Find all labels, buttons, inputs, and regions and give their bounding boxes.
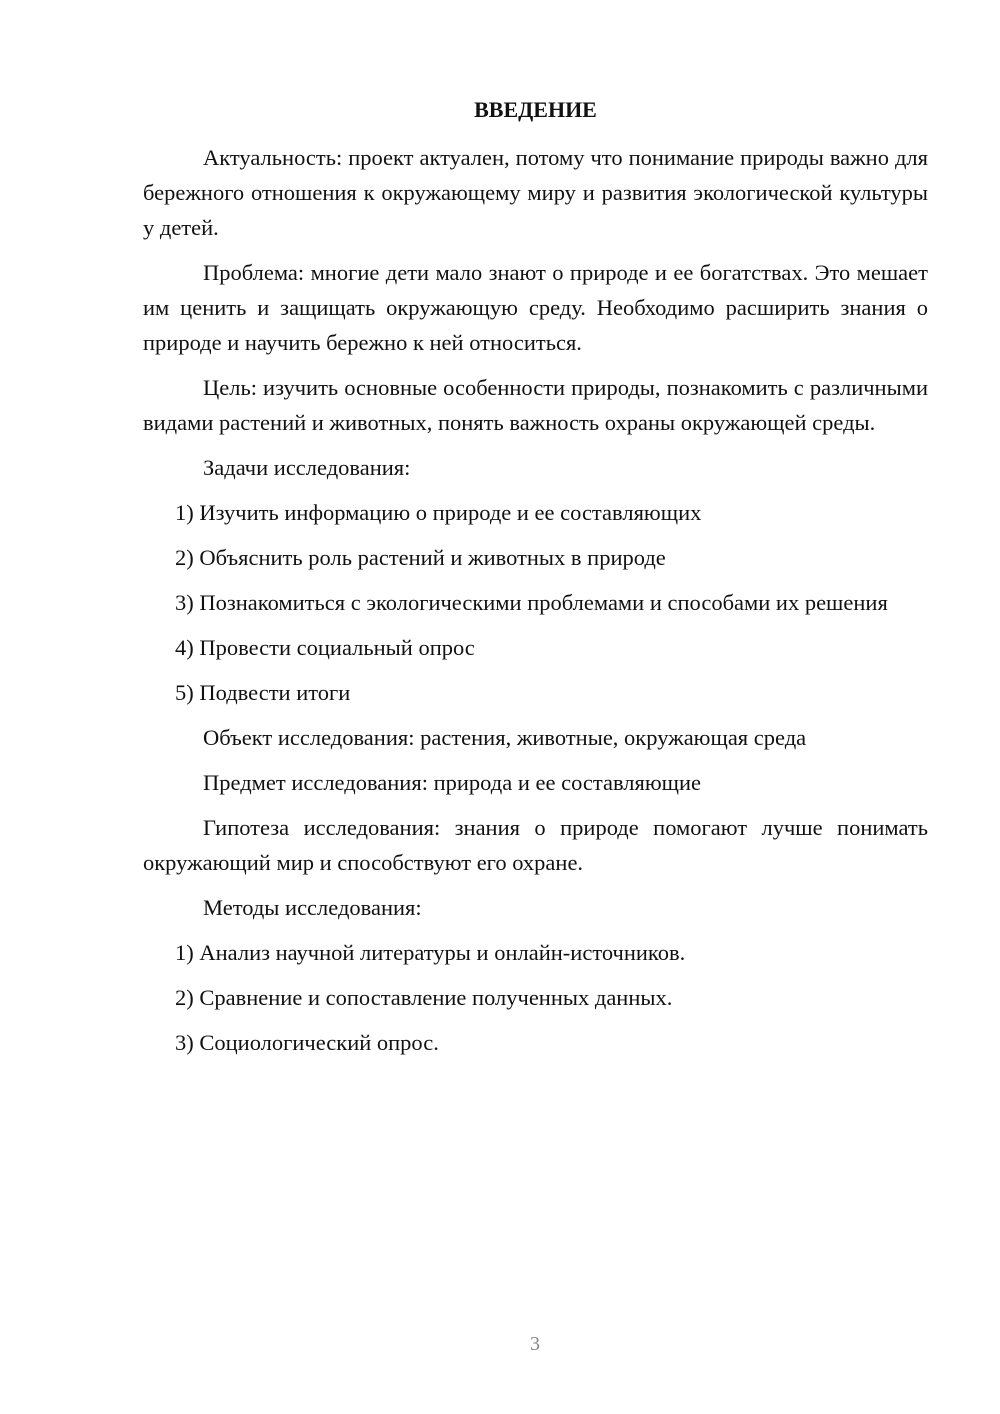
task-item: 2) Объяснить роль растений и животных в природе: [175, 545, 666, 570]
task-item: 4) Провести социальный опрос: [175, 635, 475, 660]
method-item: 2) Сравнение и сопоставление полученных данных.: [175, 985, 673, 1010]
method-item: 1) Анализ научной литературы и онлайн-источников.: [175, 940, 686, 965]
object-paragraph: Объект исследования: растения, животные, окружающая среда: [203, 725, 807, 750]
problem-paragraph: Проблема: многие дети мало знают о природе и ее богатствах. Это мешает им ценить и защищать окружающую среду. Необходимо расширить знания о природе и научить бережно к ней относиться.: [143, 260, 928, 355]
task-item: 5) Подвести итоги: [175, 680, 351, 705]
methods-heading: Методы исследования:: [203, 895, 422, 920]
page-title: ВВЕДЕНИЕ: [474, 97, 597, 122]
task-item: 3) Познакомиться с экологическими проблемами и способами их решения: [175, 590, 888, 615]
document-body: [143, 95, 928, 1070]
goal-paragraph: Цель: изучить основные особенности природы, познакомить с различными видами растений и животных, понять важность охраны окружающей среды.: [143, 375, 928, 435]
method-item: 3) Социологический опрос.: [175, 1030, 439, 1055]
relevance-paragraph: Актуальность: проект актуален, потому что понимание природы важно для бережного отношения к окружающему миру и развития экологической культуры у детей.: [143, 145, 928, 240]
task-item: 1) Изучить информацию о природе и ее составляющих: [175, 500, 702, 525]
subject-paragraph: Предмет исследования: природа и ее составляющие: [203, 770, 702, 795]
tasks-heading: Задачи исследования:: [203, 455, 411, 480]
hypothesis-paragraph: Гипотеза исследования: знания о природе помогают лучше понимать окружающий мир и способствуют его охране.: [143, 815, 928, 875]
page-number: 3: [530, 1333, 540, 1355]
